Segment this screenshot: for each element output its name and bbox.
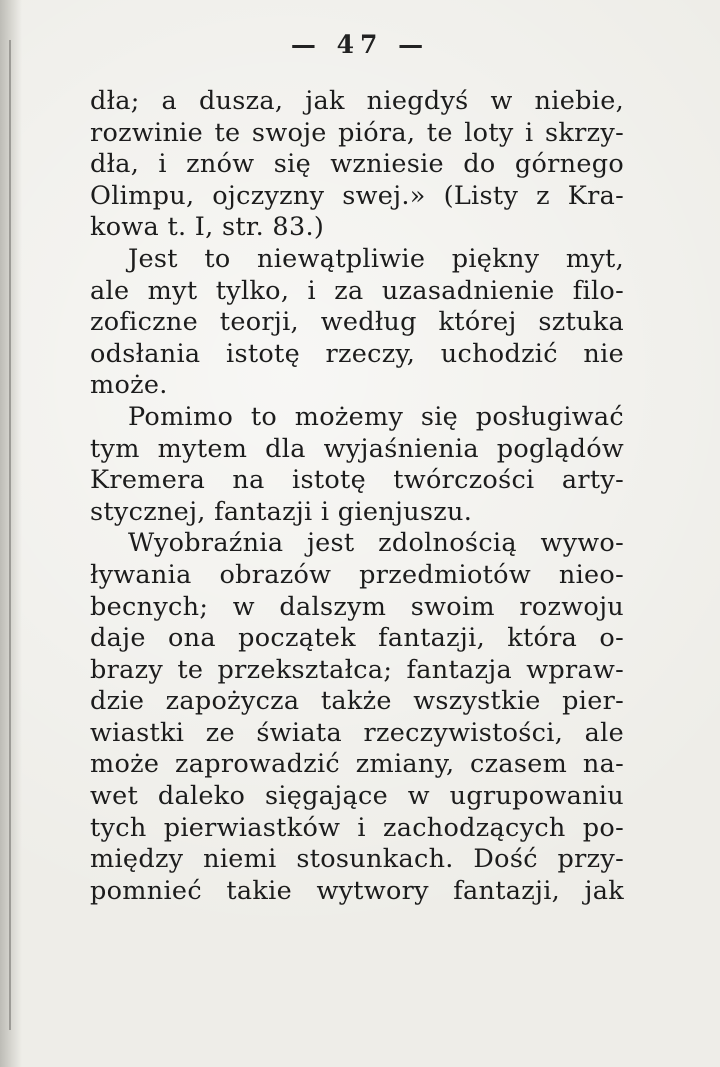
text-line: daje ona początek fantazji, która o- — [90, 623, 624, 654]
text-line: stycznej, fantazji i gienjuszu. — [90, 496, 473, 527]
text-line: dła, i znów się wzniesie do górnego — [90, 149, 624, 180]
text-line: Wyobraźnia jest zdolnością wywo- — [128, 528, 624, 559]
text-line: becnych; w dalszym swoim rozwoju — [90, 591, 624, 622]
text-line: Pomimo to możemy się posługiwać — [128, 401, 624, 432]
text-line: ływania obrazów przedmiotów nieo- — [90, 559, 624, 590]
text-line: wiastki ze świata rzeczywistości, ale — [90, 717, 624, 748]
text-line: tych pierwiastków i zachodzących po- — [90, 812, 624, 843]
text-line: między niemi stosunkach. Dość przy- — [90, 844, 624, 875]
text-line: dła; a dusza, jak niegdyś w niebie, — [90, 86, 624, 116]
text-line: może zaprowadzić zmiany, czasem na- — [90, 749, 624, 780]
text-line: brazy te przekształca; fantazja wpraw- — [90, 654, 624, 685]
text-line: dzie zapożycza także wszystkie pier- — [90, 686, 624, 717]
text-line: pomnieć takie wytwory fantazji, jak — [90, 875, 624, 906]
text-line: tym mytem dla wyjaśnienia poglądów — [90, 433, 624, 464]
page-number-header: — 47 — — [290, 30, 430, 59]
text-line: może. — [90, 370, 168, 401]
text-line: Olimpu, ojczyzny swej.» (Listy z Kra- — [90, 180, 624, 211]
text-line: Kremera na istotę twórczości arty- — [90, 465, 624, 496]
text-line: zoficzne teorji, według której sztuka — [90, 307, 624, 338]
text-line: Jest to niewątpliwie piękny myt, — [128, 243, 624, 274]
body-text — [90, 86, 624, 907]
text-line: odsłania istotę rzeczy, uchodzić nie — [90, 338, 624, 369]
text-line: wet daleko sięgające w ugrupowaniu — [90, 781, 624, 812]
text-line: ale myt tylko, i za uzasadnienie filo- — [90, 275, 624, 306]
text-line: kowa t. I, str. 83.) — [90, 212, 325, 243]
binding-rule — [9, 40, 11, 1030]
text-line: rozwinie te swoje pióra, te loty i skrzy- — [90, 117, 624, 148]
page-left-edge-shadow — [0, 0, 22, 1067]
